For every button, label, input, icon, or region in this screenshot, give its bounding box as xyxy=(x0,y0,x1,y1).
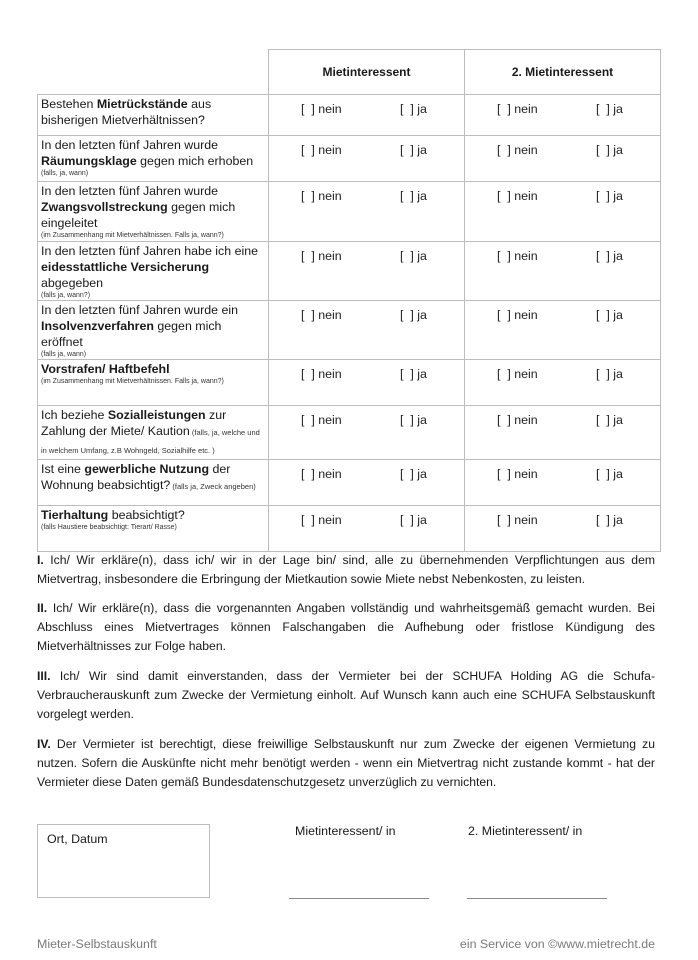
declaration-4 xyxy=(37,735,655,792)
answer-cell-tenant-2 xyxy=(465,460,661,506)
answer-cell-tenant-2 xyxy=(465,406,661,460)
answer-cell-tenant-2 xyxy=(465,136,661,182)
question-inline-hint: (falls ja, Zweck angeben) xyxy=(170,482,256,491)
checkbox-nein[interactable]: [ ] nein xyxy=(497,249,538,263)
checkbox-nein[interactable]: [ ] nein xyxy=(497,467,538,481)
checkbox-ja[interactable]: [ ] ja xyxy=(596,513,623,527)
question-text-pre: In den letzten fünf Jahren wurde xyxy=(41,138,219,152)
question-text-pre: In den letzten fünf Jahren habe ich eine xyxy=(41,244,258,258)
checkbox-nein[interactable]: [ ] nein xyxy=(301,102,342,116)
question-text-post: zur Zahlung der Miete/ Kaution xyxy=(41,408,227,438)
question-keyword: Vorstrafen/ Haftbefehl xyxy=(41,362,170,376)
checkbox-ja[interactable]: [ ] ja xyxy=(596,308,623,322)
blank-header-cell xyxy=(38,50,269,95)
checkbox-nein[interactable]: [ ] nein xyxy=(497,102,538,116)
declaration-3 xyxy=(37,667,655,724)
checkbox-ja[interactable]: [ ] ja xyxy=(596,249,623,263)
question-inline-hint: (falls, ja, welche und in welchem Umfang, z.B Wohngeld, Sozialhilfe etc. ) xyxy=(41,428,260,455)
answer-cell-tenant-1 xyxy=(269,182,465,242)
checkbox-ja[interactable]: [ ] ja xyxy=(400,308,427,322)
checkbox-nein[interactable]: [ ] nein xyxy=(301,413,342,427)
checkbox-ja[interactable]: [ ] ja xyxy=(400,413,427,427)
question-text-post: abgegeben xyxy=(41,276,104,290)
question-cell xyxy=(38,406,269,460)
checkbox-ja[interactable]: [ ] ja xyxy=(400,143,427,157)
question-text-post: aus bisherigen Mietverhältnissen? xyxy=(41,97,212,127)
question-keyword: gewerbliche Nutzung xyxy=(84,462,210,476)
table-row xyxy=(38,182,661,242)
checkbox-ja[interactable]: [ ] ja xyxy=(596,467,623,481)
checkbox-nein[interactable]: [ ] nein xyxy=(497,367,538,381)
question-hint: (im Zusammenhang mit Mietverhältnissen. Falls ja, wann?) xyxy=(41,378,224,385)
checkbox-nein[interactable]: [ ] nein xyxy=(301,513,342,527)
question-text-pre: Ist eine xyxy=(41,462,85,476)
tenant-1-signature-label: Mietinteressent/ in xyxy=(295,824,396,838)
table-row xyxy=(38,506,661,552)
answer-cell-tenant-1 xyxy=(269,242,465,301)
question-hint: (falls Haustiere beabsichtigt: Tierart/ Rasse) xyxy=(41,524,177,531)
question-keyword: Sozialleistungen xyxy=(107,408,206,422)
question-text-post: gegen mich erhoben xyxy=(136,154,254,168)
checkbox-ja[interactable]: [ ] ja xyxy=(400,513,427,527)
checkbox-nein[interactable]: [ ] nein xyxy=(301,143,342,157)
table-row xyxy=(38,406,661,460)
question-text-post: gegen mich eröffnet xyxy=(41,319,222,349)
declaration-text: Ich/ Wir erkläre(n), dass ich/ wir in der Lage bin/ sind, alle zu übernehmenden Verpflichtungen aus dem Mietvertrag, insbesondere die Erbringung der Mietkaution sowie Miete nebst Nebenkosten, zu leisten. xyxy=(37,553,655,586)
declaration-number: II. xyxy=(37,601,48,615)
checkbox-ja[interactable]: [ ] ja xyxy=(596,102,623,116)
answer-cell-tenant-2 xyxy=(465,301,661,360)
question-cell xyxy=(38,95,269,136)
checkbox-nein[interactable]: [ ] nein xyxy=(497,513,538,527)
declaration-text: Der Vermieter ist berechtigt, diese freiwillige Selbstauskunft nur zum Zwecke der eigenen Vermietung zu nutzen. Sofern die Auskünfte nicht mehr benötigt werden - wenn ein Mietvertrag nicht zustande kommt - hat der Vermieter diese Daten gemäß Bundesdatenschutzgesetz unverzüglich zu vernichten. xyxy=(37,737,655,789)
checkbox-nein[interactable]: [ ] nein xyxy=(497,143,538,157)
answer-cell-tenant-2 xyxy=(465,182,661,242)
question-keyword: Tierhaltung xyxy=(41,508,109,522)
questionnaire-table xyxy=(37,49,661,552)
answer-cell-tenant-2 xyxy=(465,360,661,406)
declaration-text: Ich/ Wir erkläre(n), dass die vorgenannten Angaben vollständig und wahrheitsgemäß gemacht wurden. Bei Abschluss eines Mietvertrages können Falschangaben die Aufhebung oder fristlose Kündigung des Mietverhältnisses zur Folge haben. xyxy=(37,601,655,653)
question-cell xyxy=(38,301,269,360)
table-row xyxy=(38,460,661,506)
checkbox-nein[interactable]: [ ] nein xyxy=(497,413,538,427)
question-keyword: Zwangsvollstreckung xyxy=(41,200,168,214)
question-hint: (falls, ja, wann) xyxy=(41,170,89,177)
question-cell xyxy=(38,506,269,552)
tenant-2-signature-line[interactable] xyxy=(467,898,607,899)
answer-cell-tenant-1 xyxy=(269,95,465,136)
declaration-1 xyxy=(37,551,655,589)
question-hint: (im Zusammenhang mit Mietverhältnissen. Falls ja, wann?) xyxy=(41,232,224,239)
question-text-post: gegen mich eingeleitet xyxy=(41,200,236,230)
checkbox-ja[interactable]: [ ] ja xyxy=(596,143,623,157)
answer-cell-tenant-1 xyxy=(269,406,465,460)
question-cell xyxy=(38,460,269,506)
checkbox-ja[interactable]: [ ] ja xyxy=(400,189,427,203)
question-text-pre: Ich beziehe xyxy=(41,408,108,422)
question-cell xyxy=(38,136,269,182)
footer-title: Mieter-Selbstauskunft xyxy=(37,937,157,951)
question-keyword: Mietrückstände xyxy=(96,97,188,111)
checkbox-nein[interactable]: [ ] nein xyxy=(301,249,342,263)
checkbox-ja[interactable]: [ ] ja xyxy=(596,189,623,203)
table-header-row xyxy=(38,50,661,95)
checkbox-ja[interactable]: [ ] ja xyxy=(596,367,623,381)
checkbox-nein[interactable]: [ ] nein xyxy=(497,308,538,322)
place-date-label: Ort, Datum xyxy=(47,832,108,846)
question-text-pre: Bestehen xyxy=(41,97,97,111)
answer-cell-tenant-2 xyxy=(465,506,661,552)
question-hint: (falls ja, wann) xyxy=(41,351,87,358)
checkbox-nein[interactable]: [ ] nein xyxy=(497,189,538,203)
question-text-post: der Wohnung beabsichtigt? xyxy=(41,462,231,492)
question-keyword: eidesstattliche Versicherung xyxy=(41,260,210,274)
header-tenant-1: Mietinteressent xyxy=(269,50,465,95)
answer-cell-tenant-1 xyxy=(269,360,465,406)
table-row xyxy=(38,360,661,406)
question-text-pre: In den letzten fünf Jahren wurde xyxy=(41,184,219,198)
question-cell xyxy=(38,360,269,406)
tenant-2-signature-label: 2. Mietinteressent/ in xyxy=(468,824,583,838)
table-row xyxy=(38,242,661,301)
table-row xyxy=(38,136,661,182)
answer-cell-tenant-1 xyxy=(269,136,465,182)
checkbox-ja[interactable]: [ ] ja xyxy=(400,367,427,381)
table-row xyxy=(38,301,661,360)
checkbox-nein[interactable]: [ ] nein xyxy=(301,308,342,322)
question-cell xyxy=(38,182,269,242)
declaration-text: Ich/ Wir sind damit einverstanden, dass der Vermieter bei der SCHUFA Holding AG die Schufa-Verbraucherauskunft zum Zwecke der Vermietung einholt. Auf Wunsch kann auch eine SCHUFA Selbstauskunft vorgelegt werden. xyxy=(37,669,655,721)
checkbox-ja[interactable]: [ ] ja xyxy=(596,413,623,427)
checkbox-nein[interactable]: [ ] nein xyxy=(301,367,342,381)
checkbox-nein[interactable]: [ ] nein xyxy=(301,467,342,481)
answer-cell-tenant-2 xyxy=(465,242,661,301)
checkbox-nein[interactable]: [ ] nein xyxy=(301,189,342,203)
answer-cell-tenant-2 xyxy=(465,95,661,136)
footer-credit: ein Service von ©www.mietrecht.de xyxy=(459,937,655,951)
answer-cell-tenant-1 xyxy=(269,460,465,506)
question-text-post: beabsichtigt? xyxy=(108,508,185,522)
question-keyword: Räumungsklage xyxy=(41,154,137,168)
declaration-number: III. xyxy=(37,669,51,683)
declaration-2 xyxy=(37,599,655,656)
declaration-number: IV. xyxy=(37,737,51,751)
answer-cell-tenant-1 xyxy=(269,301,465,360)
answer-cell-tenant-1 xyxy=(269,506,465,552)
question-cell xyxy=(38,242,269,301)
checkbox-ja[interactable]: [ ] ja xyxy=(400,102,427,116)
question-text-pre: In den letzten fünf Jahren wurde ein xyxy=(41,303,239,317)
checkbox-ja[interactable]: [ ] ja xyxy=(400,467,427,481)
tenant-1-signature-line[interactable] xyxy=(289,898,429,899)
question-hint: (falls ja, wann?) xyxy=(41,292,91,299)
declaration-number: I. xyxy=(37,553,44,567)
header-tenant-2: 2. Mietinteressent xyxy=(465,50,661,95)
table-row xyxy=(38,95,661,136)
question-keyword: Insolvenzverfahren xyxy=(41,319,154,333)
question-rows xyxy=(38,95,661,552)
place-date-field[interactable] xyxy=(37,824,210,898)
checkbox-ja[interactable]: [ ] ja xyxy=(400,249,427,263)
